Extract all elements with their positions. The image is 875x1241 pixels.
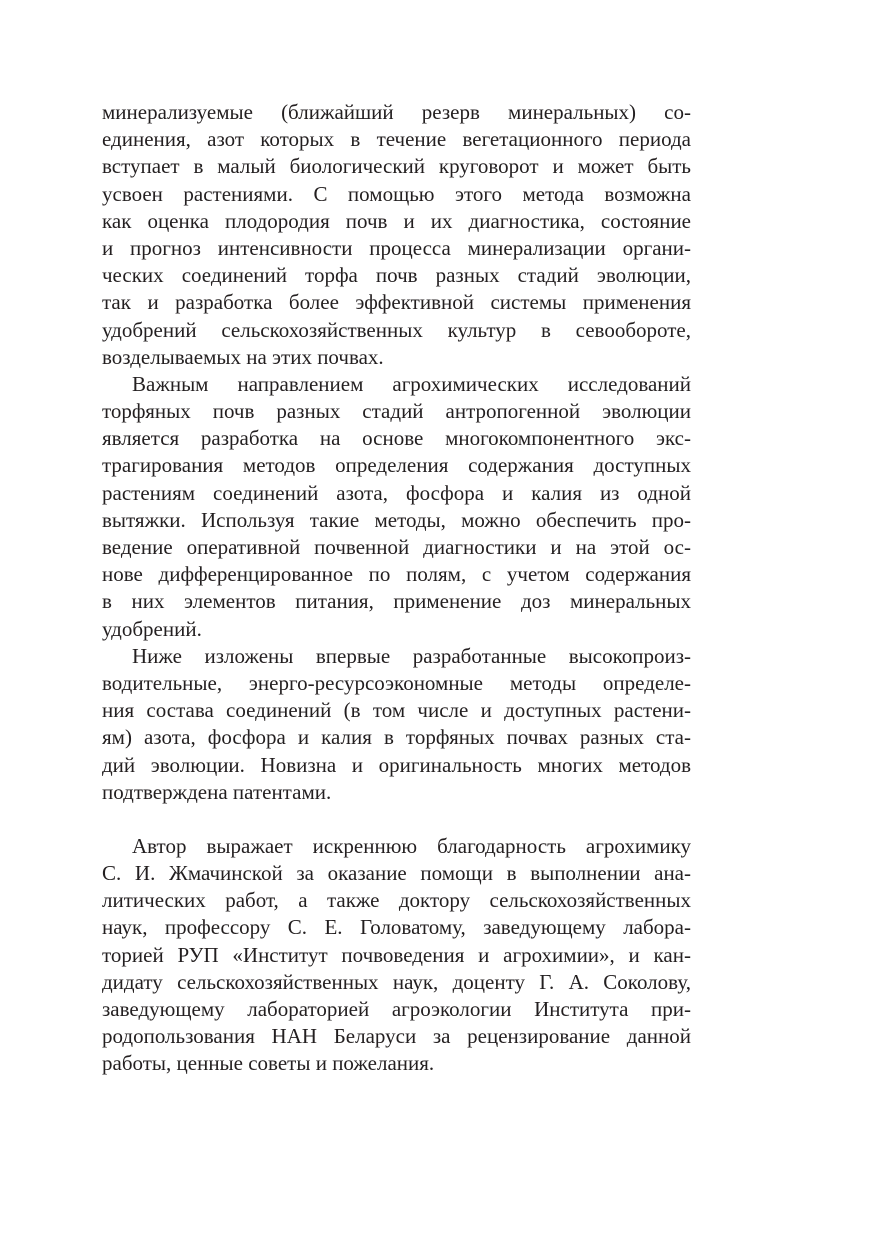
text-line: и прогноз интенсивности процесса минерализации органи- (102, 235, 691, 260)
text-line: вступает в малый биологический круговорот и может быть (102, 154, 691, 179)
acknowledgements-paragraph (102, 833, 691, 1078)
text-line: дидату сельскохозяйственных наук, доценту Г. А. Соколову, (102, 969, 691, 994)
text-line: Автор выражает искреннюю благодарность агрохимику (132, 833, 691, 858)
paragraph-3 (102, 643, 691, 806)
text-line: родопользования НАН Беларуси за рецензирование данной (102, 1024, 691, 1049)
paragraph-spacer (102, 806, 691, 833)
text-line: единения, азот которых в течение вегетационного периода (102, 127, 691, 152)
text-line: в них элементов питания, применение доз минеральных (102, 589, 691, 614)
text-line: растениям соединений азота, фосфора и калия из одной (102, 480, 691, 505)
text-line: усвоен растениями. С помощью этого метода возможна (102, 181, 691, 206)
text-line: работы, ценные советы и пожелания. (102, 1051, 435, 1076)
text-line: литических работ, а также доктору сельскохозяйственных (102, 888, 691, 913)
text-line: ния состава соединений (в том числе и доступных растени- (102, 698, 691, 723)
text-line: минерализуемые (ближайший резерв минеральных) со- (102, 100, 691, 124)
text-line: удобрений. (102, 616, 202, 641)
text-line: как оценка плодородия почв и их диагностика, состояние (102, 208, 691, 233)
text-line: заведующему лабораторией агроэкологии Института при- (102, 997, 691, 1021)
text-line: ческих соединений торфа почв разных стадий эволюции, (102, 263, 691, 288)
text-line: торфяных почв разных стадий антропогенной эволюции (102, 399, 691, 424)
text-line: Важным направлением агрохимических исследований (132, 371, 691, 396)
text-line: нове дифференцированное по полям, с учетом содержания (102, 562, 691, 587)
text-line: дий эволюции. Новизна и оригинальность многих методов (102, 752, 691, 777)
text-line: торией РУП «Институт почвоведения и агрохимии», и кан- (102, 942, 691, 967)
text-line: удобрений сельскохозяйственных культур в севообороте, (102, 317, 691, 342)
text-line: С. И. Жмачинской за оказание помощи в выполнении ана- (102, 861, 691, 886)
text-line: так и разработка более эффективной системы применения (102, 290, 691, 315)
text-line: водительные, энерго-ресурсоэкономные методы определе- (102, 670, 691, 695)
text-line: подтверждена патентами. (102, 779, 332, 804)
text-line: вытяжки. Используя такие методы, можно обеспечить про- (102, 507, 691, 532)
text-line: наук, профессору С. Е. Головатому, заведующему лабора- (102, 915, 691, 940)
text-line: трагирования методов определения содержания доступных (102, 453, 691, 478)
text-line: является разработка на основе многокомпонентного экс- (102, 426, 691, 451)
paragraph-1 (102, 99, 691, 371)
text-line: возделываемых на этих почвах. (102, 344, 384, 369)
paragraph-2 (102, 371, 691, 643)
text-line: ям) азота, фосфора и калия в торфяных почвах разных ста- (102, 725, 691, 750)
text-line: Ниже изложены впервые разработанные высокопроиз- (132, 643, 691, 668)
page-text (102, 99, 691, 1078)
text-line: ведение оперативной почвенной диагностики и на этой ос- (102, 535, 691, 559)
